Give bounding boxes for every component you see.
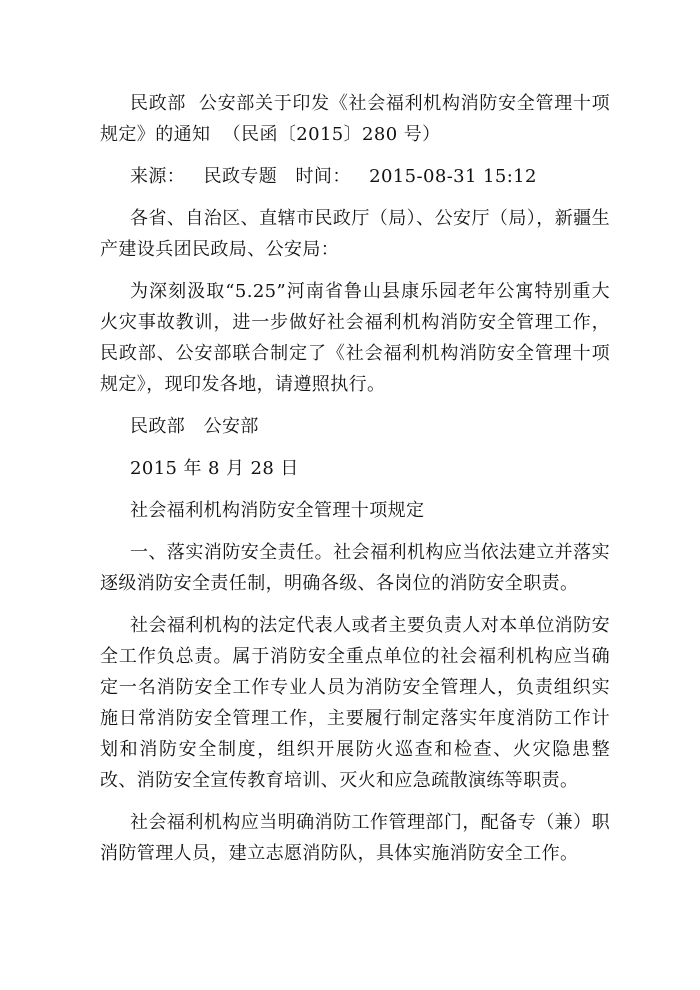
document-body [100,88,610,869]
regulation-title: 社会福利机构消防安全管理十项规定 [130,500,425,521]
source-line: 来源： 民政专题 时间： 2015-08-31 15:12 [130,166,537,187]
intro-paragraph: 为深刻汲取“5.25”河南省鲁山县康乐园老年公寓特别重大火灾事故教训，进一步做好社会福利机构消防安全管理工作，民政部、公安部联合制定了《社会福利机构消防安全管理十项规定》，现印发各地，请遵照执行。 [100,281,610,395]
regulation-item-1-paragraph-3: 社会福利机构应当明确消防工作管理部门，配备专（兼）职消防管理人员，建立志愿消防队，具体实施消防安全工作。 [100,812,610,864]
regulation-item-1: 一、落实消防安全责任。社会福利机构应当依法建立并落实逐级消防安全责任制，明确各级、各岗位的消防安全职责。 [100,542,610,594]
sign-date: 2015 年 8 月 28 日 [130,458,299,479]
regulation-item-1-paragraph-2: 社会福利机构的法定代表人或者主要负责人对本单位消防安全工作负总责。属于消防安全重点单位的社会福利机构应当确定一名消防安全工作专业人员为消防安全管理人，负责组织实施日常消防安全管理工作，主要履行制定落实年度消防工作计划和消防安全制度，组织开展防火巡查和检查、火灾隐患整改、消防安全宣传教育培训、灭火和应急疏散演练等职责。 [100,615,610,791]
addressees: 各省、自治区、直辖市民政厅（局）、公安厅（局），新疆生产建设兵团民政局、公安局： [100,208,610,260]
signatories: 民政部 公安部 [130,416,259,437]
notice-title: 民政部 公安部关于印发《社会福利机构消防安全管理十项规定》的通知 （民函〔2015〕280 号） [100,93,610,145]
